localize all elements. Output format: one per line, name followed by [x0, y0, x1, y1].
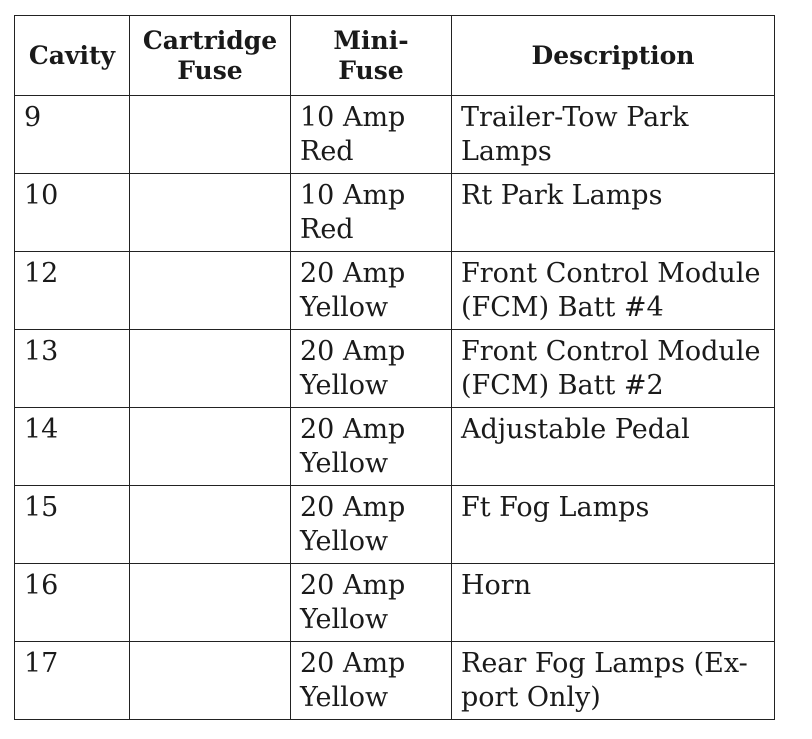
- cell-description: Front Control Module (FCM) Batt #4: [452, 252, 775, 330]
- cell-description: Trailer-Tow Park Lamps: [452, 96, 775, 174]
- header-cavity: Cavity: [15, 16, 130, 96]
- table-row: [15, 174, 775, 252]
- table-row: [15, 486, 775, 564]
- cell-cartridge-fuse: [130, 96, 291, 174]
- cell-mini-fuse: 20 Amp Yellow: [291, 330, 452, 408]
- cell-description: Ft Fog Lamps: [452, 486, 775, 564]
- table-row: [15, 564, 775, 642]
- cell-cartridge-fuse: [130, 486, 291, 564]
- header-description: Description: [452, 16, 775, 96]
- table-row: [15, 408, 775, 486]
- header-cartridge-fuse: Cartridge Fuse: [130, 16, 291, 96]
- cell-description: Rear Fog Lamps (Ex- port Only): [452, 642, 775, 720]
- table-row: [15, 96, 775, 174]
- cell-cavity: 9: [15, 96, 130, 174]
- cell-cartridge-fuse: [130, 252, 291, 330]
- cell-description: Front Control Module (FCM) Batt #2: [452, 330, 775, 408]
- cell-description: Adjustable Pedal: [452, 408, 775, 486]
- cell-description: Rt Park Lamps: [452, 174, 775, 252]
- table-body: [15, 96, 775, 720]
- table-row: [15, 642, 775, 720]
- cell-cartridge-fuse: [130, 564, 291, 642]
- cell-cartridge-fuse: [130, 642, 291, 720]
- cell-mini-fuse: 10 Amp Red: [291, 174, 452, 252]
- cell-cartridge-fuse: [130, 330, 291, 408]
- cell-cavity: 12: [15, 252, 130, 330]
- cell-mini-fuse: 20 Amp Yellow: [291, 486, 452, 564]
- cell-cavity: 15: [15, 486, 130, 564]
- cell-cavity: 14: [15, 408, 130, 486]
- cell-mini-fuse: 20 Amp Yellow: [291, 252, 452, 330]
- header-mini-fuse: Mini- Fuse: [291, 16, 452, 96]
- fuse-table: [14, 15, 775, 720]
- cell-description: Horn: [452, 564, 775, 642]
- cell-cavity: 13: [15, 330, 130, 408]
- cell-mini-fuse: 20 Amp Yellow: [291, 642, 452, 720]
- cell-mini-fuse: 20 Amp Yellow: [291, 564, 452, 642]
- cell-mini-fuse: 10 Amp Red: [291, 96, 452, 174]
- cell-cavity: 10: [15, 174, 130, 252]
- cell-cartridge-fuse: [130, 174, 291, 252]
- table-row: [15, 330, 775, 408]
- table-row: [15, 252, 775, 330]
- cell-mini-fuse: 20 Amp Yellow: [291, 408, 452, 486]
- cell-cavity: 16: [15, 564, 130, 642]
- header-row: [15, 16, 775, 96]
- cell-cartridge-fuse: [130, 408, 291, 486]
- table-header: [15, 16, 775, 96]
- cell-cavity: 17: [15, 642, 130, 720]
